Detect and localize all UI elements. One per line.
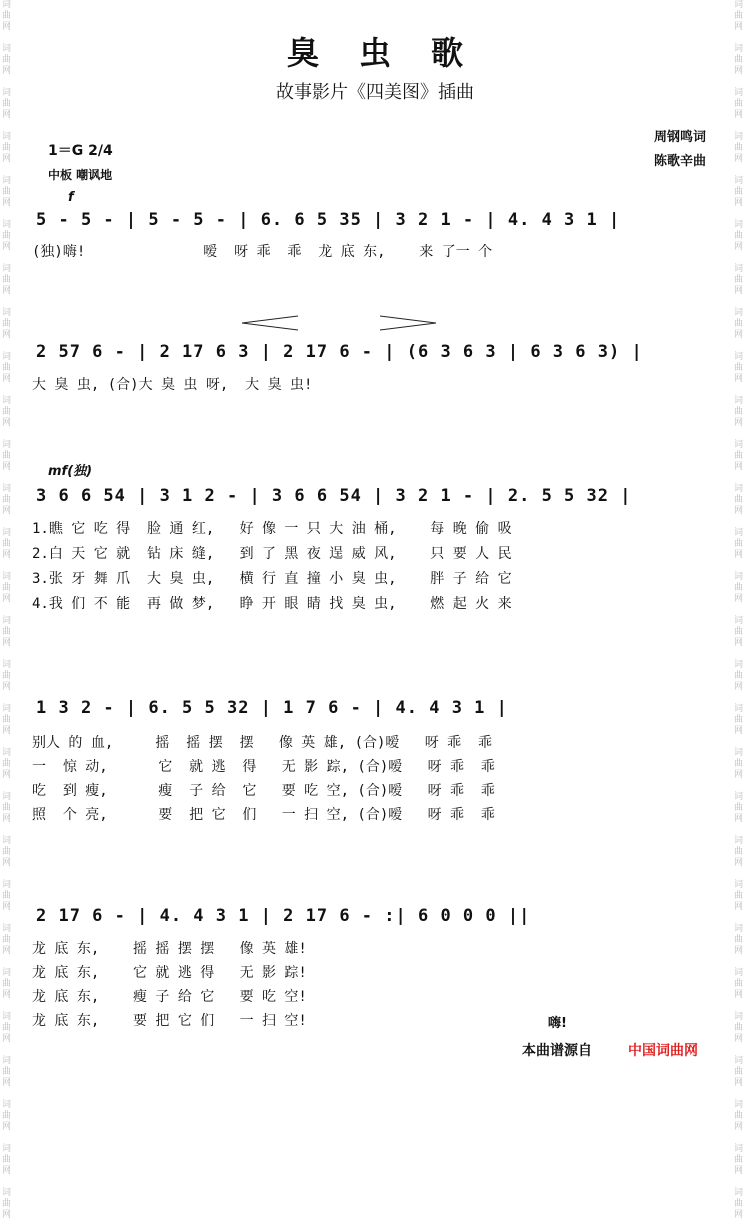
score-line-5: 2 17 6 - | 4. 4 3 1 | 2 17 6 - :| 6 0 0 0 || bbox=[36, 906, 531, 926]
lyric-line-3-1: 1.瞧 它 吃 得 脸 通 红, 好 像 一 只 大 油 桶, 每 晚 偷 吸 bbox=[32, 521, 512, 537]
final-shout: 嗨! bbox=[548, 1016, 567, 1031]
score-line-4: 1 3 2 - | 6. 5 5 32 | 1 7 6 - | 4. 4 3 1 | bbox=[36, 698, 508, 718]
lyric-line-3-3: 3.张 牙 舞 爪 大 臭 虫, 横 行 直 撞 小 臭 虫, 胖 子 给 它 bbox=[32, 571, 512, 587]
score-line-2: 2 57 6 - | 2 17 6 3 | 2 17 6 - | (6 3 6 3 | 6 3 6 3) | bbox=[36, 342, 643, 362]
lyric-line-5-3: 龙 底 东, 瘦 子 给 它 要 吃 空! bbox=[32, 989, 307, 1005]
composer-credit: 陈歌辛曲 bbox=[653, 154, 706, 169]
dynamic-mezzo-forte: mf(独) bbox=[48, 464, 93, 479]
lyric-line-5-2: 龙 底 东, 它 就 逃 得 无 影 踪! bbox=[32, 965, 307, 981]
lyricist-credit: 周钢鸣词 bbox=[653, 130, 706, 145]
score-line-3: 3 6 6 54 | 3 1 2 - | 3 6 6 54 | 3 2 1 - | 2. 5 5 32 | bbox=[36, 486, 632, 506]
source-site-link[interactable]: 中国词曲网 bbox=[628, 1043, 698, 1059]
lyric-line-4-2: 一 惊 动, 它 就 逃 得 无 影 踪, (合)嗳 呀 乖 乖 bbox=[32, 759, 495, 775]
dynamics-hairpins bbox=[240, 314, 440, 332]
song-title: 臭虫歌 bbox=[286, 34, 503, 72]
lyric-line-1-1: (独)嗨! 嗳 呀 乖 乖 龙 底 东, 来 了一 个 bbox=[32, 244, 493, 260]
watermark-left: 词 曲 网 词 曲 网 词 曲 网 词 曲 网 词 曲 网 词 曲 网 词 曲 网 词 曲 网 词 曲 网 词 曲 网 词 曲 网 词 曲 网 词 曲 网 词 曲 网 词 曲 网 词 曲 网 词 曲 网 词 曲 网 词 曲 网 词 曲 网 词 曲 网 词 曲 网 词 曲 网 词 曲 网 词 曲 网 词 曲 网 词 曲 网 词 曲 网 bbox=[2, 0, 12, 1220]
lyric-line-2-1: 大 臭 虫, (合)大 臭 虫 呀, 大 臭 虫! bbox=[32, 377, 313, 393]
lyric-line-4-4: 照 个 亮, 要 把 它 们 一 扫 空, (合)嗳 呀 乖 乖 bbox=[32, 807, 495, 823]
song-subtitle: 故事影片《四美图》插曲 bbox=[276, 82, 474, 103]
lyric-line-5-4: 龙 底 东, 要 把 它 们 一 扫 空! bbox=[32, 1013, 307, 1029]
lyric-line-3-2: 2.白 天 它 就 钻 床 缝, 到 了 黑 夜 逞 威 风, 只 要 人 民 bbox=[32, 546, 512, 562]
tempo-marking: 中板 嘲讽地 bbox=[48, 168, 113, 182]
score-line-1: 5 - 5 - | 5 - 5 - | 6. 6 5 35 | 3 2 1 - | 4. 4 3 1 | bbox=[36, 210, 621, 230]
watermark-right: 词 曲 网 词 曲 网 词 曲 网 词 曲 网 词 曲 网 词 曲 网 词 曲 网 词 曲 网 词 曲 网 词 曲 网 词 曲 网 词 曲 网 词 曲 网 词 曲 网 词 曲 网 词 曲 网 词 曲 网 词 曲 网 词 曲 网 词 曲 网 词 曲 网 词 曲 网 词 曲 网 词 曲 网 词 曲 网 词 曲 网 词 曲 网 词 曲 网 bbox=[734, 0, 744, 1220]
lyric-line-4-1: 别人 的 血, 摇 摇 摆 摆 像 英 雄, (合)嗳 呀 乖 乖 bbox=[32, 735, 493, 751]
lyric-line-5-1: 龙 底 东, 摇 摇 摆 摆 像 英 雄! bbox=[32, 941, 307, 957]
lyric-line-4-3: 吃 到 瘦, 瘦 子 给 它 要 吃 空, (合)嗳 呀 乖 乖 bbox=[32, 783, 495, 799]
key-signature: 1＝G 2/4 bbox=[48, 143, 113, 159]
lyric-line-3-4: 4.我 们 不 能 再 做 梦, 睁 开 眼 睛 找 臭 虫, 燃 起 火 来 bbox=[32, 596, 512, 612]
dynamic-forte: f bbox=[68, 190, 74, 205]
source-label: 本曲谱源自 bbox=[522, 1043, 592, 1059]
